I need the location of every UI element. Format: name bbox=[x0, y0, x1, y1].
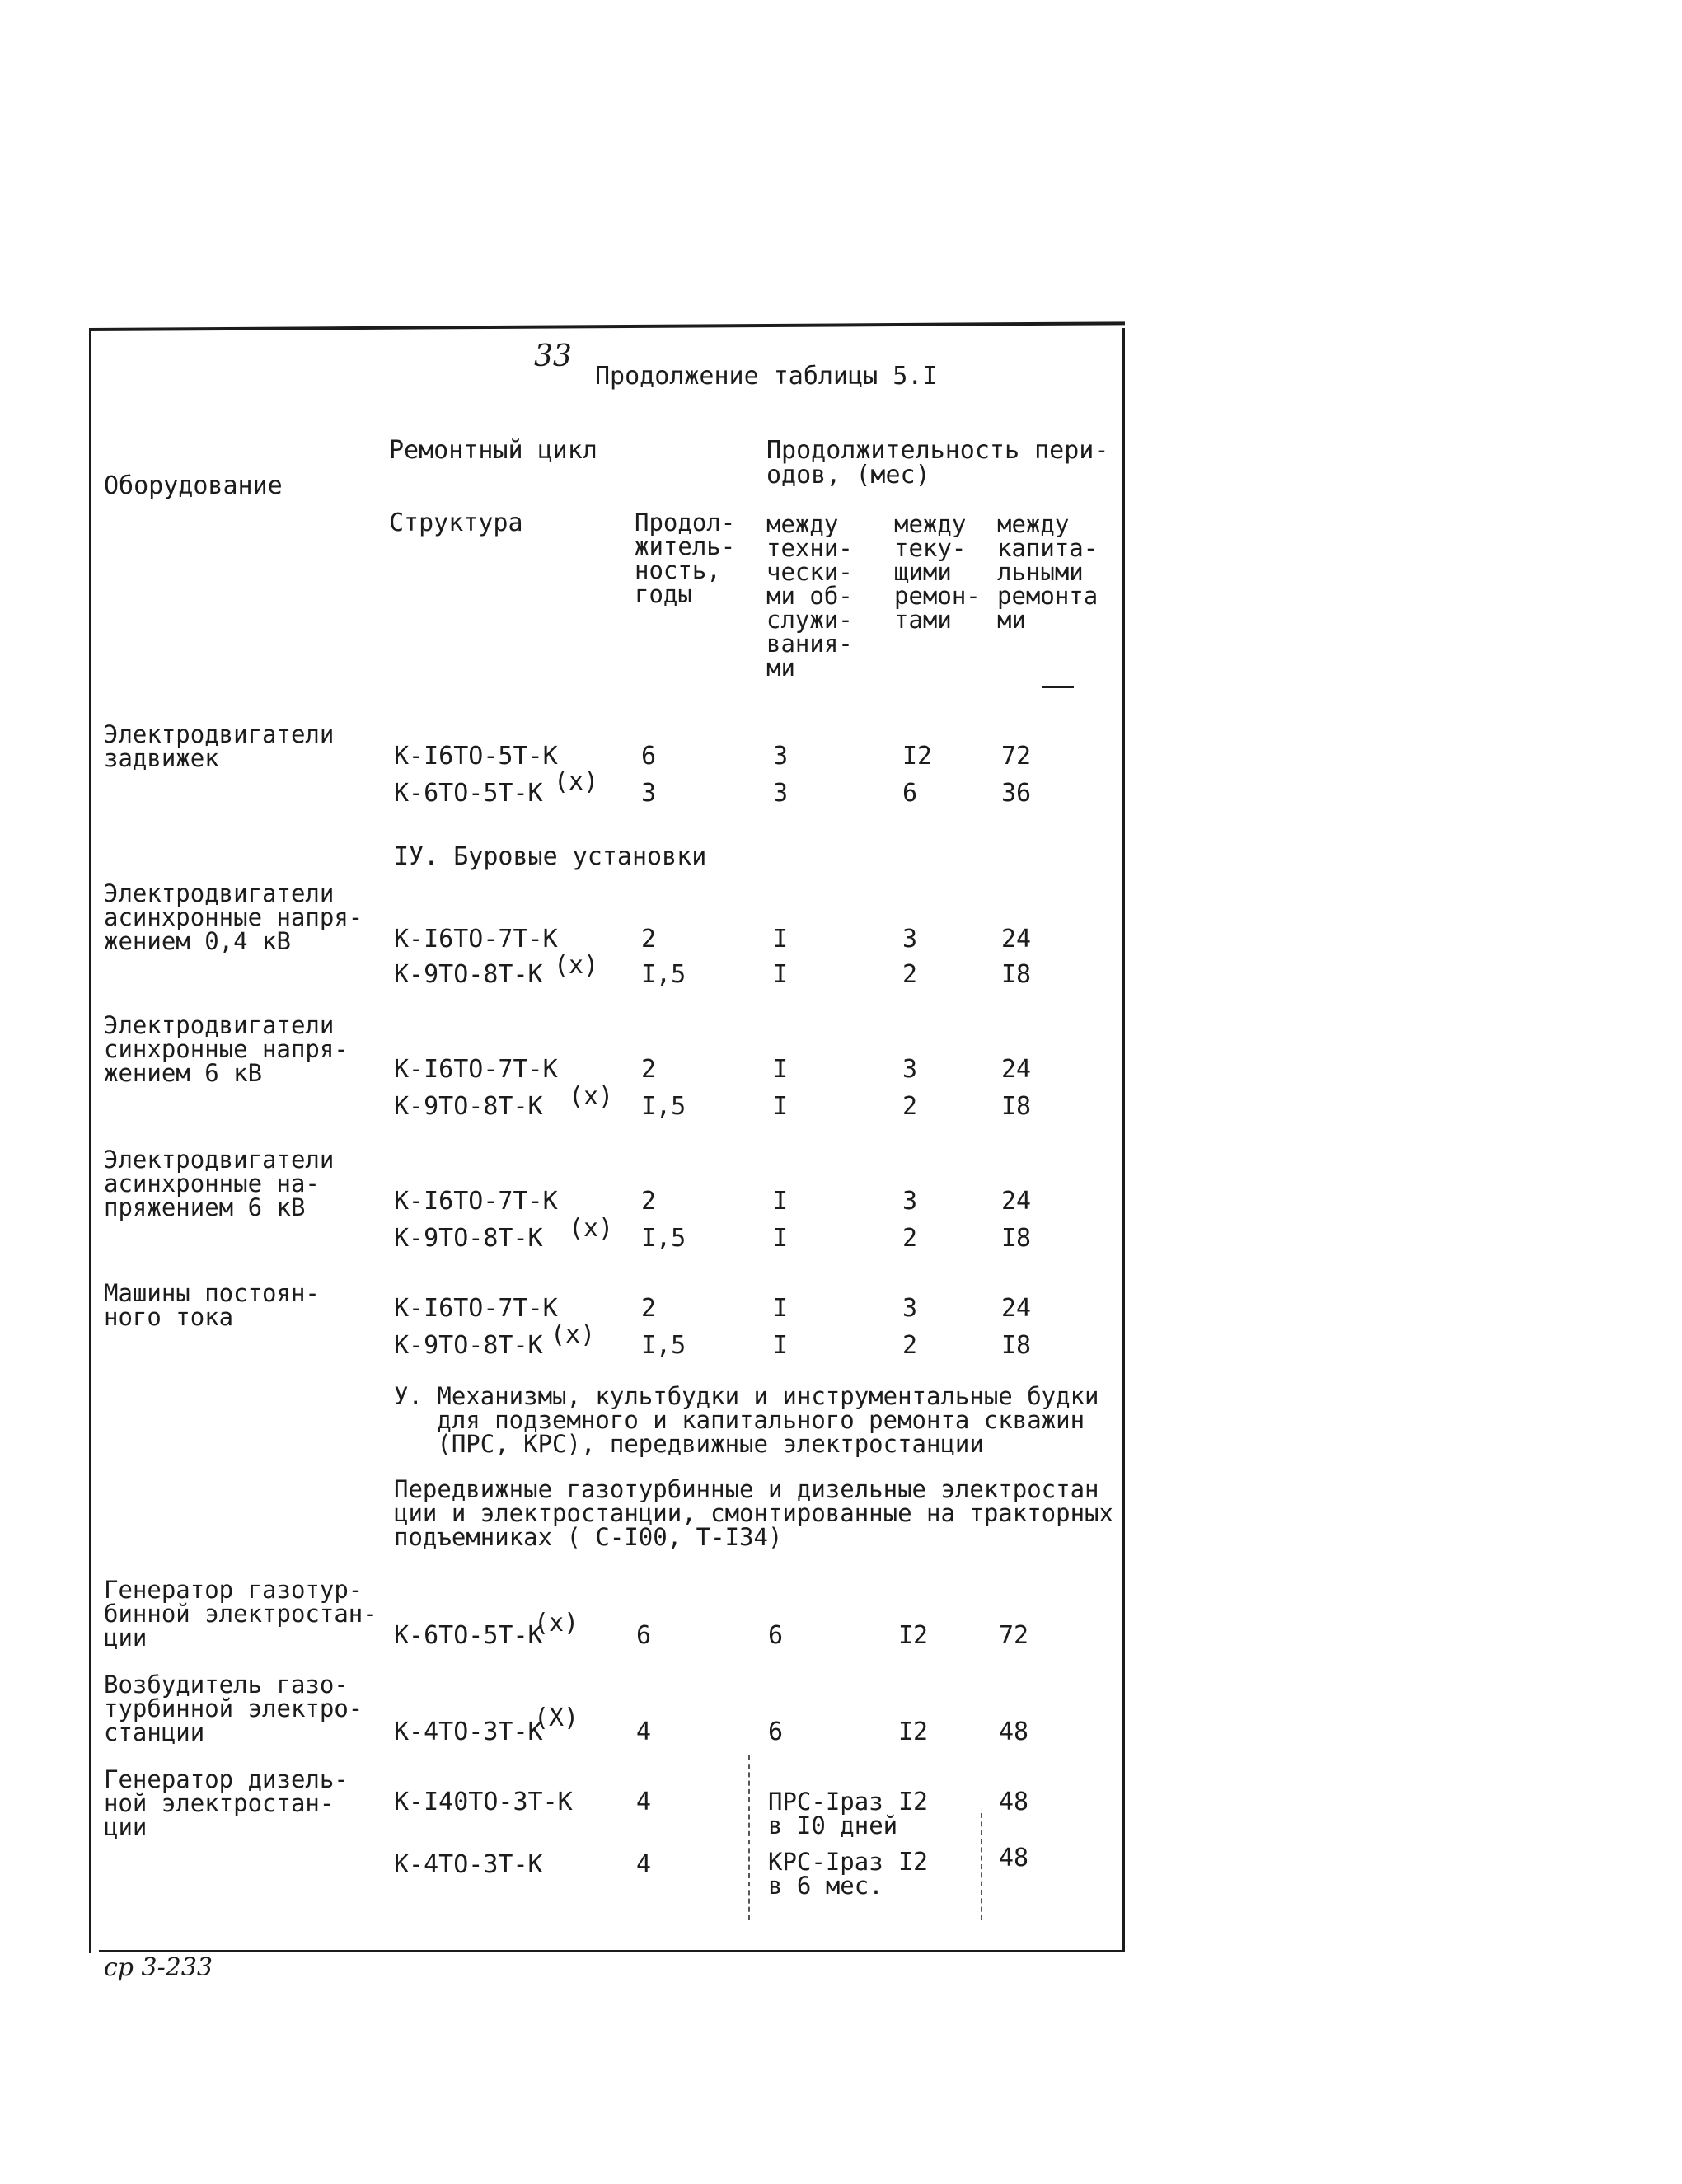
capital-cell: 24 bbox=[1001, 1187, 1032, 1216]
structure-cell: К-I6ТО-7Т-К bbox=[394, 1187, 558, 1216]
to-cell: 3 bbox=[773, 742, 789, 771]
capital-cell: 48 bbox=[999, 1718, 1029, 1746]
years-cell: 4 bbox=[636, 1788, 652, 1816]
current-cell: I2 bbox=[898, 1718, 929, 1746]
footnote-mark: (x) bbox=[569, 1214, 614, 1243]
structure-cell: К-9ТО-8Т-К bbox=[394, 960, 543, 989]
to-cell: I bbox=[773, 1224, 789, 1253]
years-cell: 6 bbox=[641, 742, 657, 771]
years-cell: 3 bbox=[641, 779, 657, 808]
footnote-mark: (x) bbox=[554, 767, 599, 796]
capital-cell: 24 bbox=[1001, 1055, 1032, 1084]
current-cell: 2 bbox=[902, 960, 918, 989]
equipment-name: Генератор дизель- ной электростан- ции bbox=[104, 1765, 349, 1841]
years-cell: 6 bbox=[636, 1621, 652, 1650]
table-frame-bottom bbox=[99, 1950, 1125, 1952]
years-cell: 2 bbox=[641, 925, 657, 954]
structure-cell: К-6ТО-5Т-К bbox=[394, 1621, 543, 1650]
header-equipment: Оборудование bbox=[104, 471, 283, 500]
capital-cell: I8 bbox=[1001, 1092, 1032, 1121]
header-duration: Продол- житель- ность, годы bbox=[635, 509, 736, 608]
footnote-mark: (x) bbox=[534, 1609, 579, 1638]
section-heading: IУ. Буровые установки bbox=[394, 842, 707, 871]
table-frame-top bbox=[89, 321, 1125, 331]
years-cell: I,5 bbox=[641, 1224, 686, 1253]
header-repair-cycle: Ремонтный цикл bbox=[389, 436, 597, 465]
to-cell: I bbox=[773, 925, 789, 954]
structure-cell: К-I6ТО-7Т-К bbox=[394, 925, 558, 954]
structure-cell: К-I6ТО-5Т-К bbox=[394, 742, 558, 771]
capital-cell: 48 bbox=[999, 1788, 1029, 1816]
structure-cell: К-6ТО-5Т-К bbox=[394, 779, 543, 808]
current-cell: 3 bbox=[902, 1055, 918, 1084]
capital-cell: 36 bbox=[1001, 779, 1032, 808]
footnote-mark: (x) bbox=[551, 1320, 596, 1349]
capital-cell: 48 bbox=[999, 1844, 1029, 1872]
current-cell: I2 bbox=[898, 1621, 929, 1650]
divider-mark bbox=[1042, 686, 1074, 688]
header-periods: Продолжительность пери- одов, (мес) bbox=[766, 436, 1109, 490]
current-cell: 6 bbox=[902, 779, 918, 808]
capital-cell: I8 bbox=[1001, 1224, 1032, 1253]
structure-cell: К-I6ТО-7Т-К bbox=[394, 1055, 558, 1084]
years-cell: 2 bbox=[641, 1294, 657, 1323]
years-cell: 4 bbox=[636, 1850, 652, 1879]
footer-stamp: ср 3-233 bbox=[104, 1953, 213, 1982]
equipment-name: Генератор газотур- бинной электростан- ции bbox=[104, 1576, 377, 1652]
structure-cell: К-I6ТО-7Т-К bbox=[394, 1294, 558, 1323]
equipment-name: Электродвигатели задвижек bbox=[104, 720, 335, 772]
years-cell: I,5 bbox=[641, 1331, 686, 1360]
header-between-capital: между капита- льными ремонта ми bbox=[997, 510, 1099, 634]
structure-cell: К-4ТО-3Т-К bbox=[394, 1718, 543, 1746]
years-cell: 2 bbox=[641, 1187, 657, 1216]
to-cell: 6 bbox=[768, 1718, 784, 1746]
section-subheading: Передвижные газотурбинные и дизельные электростан ции и электростанции, смонтированные на тракторных подъемниках ( С-I00, Т-I34) bbox=[394, 1475, 1113, 1551]
to-cell: ПРС-Iраз в I0 дней bbox=[768, 1788, 898, 1840]
current-cell: 3 bbox=[902, 1294, 918, 1323]
years-cell: I,5 bbox=[641, 1092, 686, 1121]
current-cell: 2 bbox=[902, 1331, 918, 1360]
column-divider bbox=[748, 1755, 750, 1920]
capital-cell: I8 bbox=[1001, 960, 1032, 989]
capital-cell: 24 bbox=[1001, 925, 1032, 954]
structure-cell: К-9ТО-8Т-К bbox=[394, 1224, 543, 1253]
capital-cell: 24 bbox=[1001, 1294, 1032, 1323]
current-cell: 2 bbox=[902, 1092, 918, 1121]
to-cell: I bbox=[773, 1187, 789, 1216]
current-cell: I2 bbox=[898, 1848, 929, 1877]
structure-cell: К-I40ТО-3Т-К bbox=[394, 1788, 573, 1816]
to-cell: I bbox=[773, 1294, 789, 1323]
table-frame-left bbox=[89, 328, 91, 1953]
capital-cell: 72 bbox=[999, 1621, 1029, 1650]
page-number: 33 bbox=[534, 340, 572, 373]
footnote-mark: (x) bbox=[569, 1082, 614, 1111]
equipment-name: Возбудитель газо- турбинной электро- станции bbox=[104, 1671, 363, 1746]
years-cell: 4 bbox=[636, 1718, 652, 1746]
section-heading: У. Механизмы, культбудки и инструментальные будки для подземного и капитального ремонта скважин (ПРС, КРС), передвижные электростанции bbox=[394, 1382, 1099, 1458]
table-title: Продолжение таблицы 5.I bbox=[595, 362, 938, 391]
to-cell: I bbox=[773, 1331, 789, 1360]
table-frame-right bbox=[1122, 328, 1125, 1950]
to-cell: 6 bbox=[768, 1621, 784, 1650]
header-between-current: между теку- щими ремон- тами bbox=[894, 510, 981, 634]
column-divider bbox=[981, 1813, 982, 1920]
structure-cell: К-4ТО-3Т-К bbox=[394, 1850, 543, 1879]
structure-cell: К-9ТО-8Т-К bbox=[394, 1331, 543, 1360]
to-cell: I bbox=[773, 1055, 789, 1084]
to-cell: I bbox=[773, 1092, 789, 1121]
capital-cell: I8 bbox=[1001, 1331, 1032, 1360]
header-between-maintenance: между техни- чески- ми об- служи- вания- ми bbox=[766, 510, 853, 682]
current-cell: I2 bbox=[898, 1788, 929, 1816]
current-cell: I2 bbox=[902, 742, 933, 771]
footnote-mark: (X) bbox=[534, 1704, 579, 1732]
equipment-name: Электродвигатели синхронные напря- жением 6 кВ bbox=[104, 1011, 349, 1087]
years-cell: I,5 bbox=[641, 960, 686, 989]
to-cell: I bbox=[773, 960, 789, 989]
current-cell: 2 bbox=[902, 1224, 918, 1253]
equipment-name: Машины постоян- ного тока bbox=[104, 1279, 320, 1331]
equipment-name: Электродвигатели асинхронные напря- жением 0,4 кВ bbox=[104, 879, 363, 955]
structure-cell: К-9ТО-8Т-К bbox=[394, 1092, 543, 1121]
capital-cell: 72 bbox=[1001, 742, 1032, 771]
current-cell: 3 bbox=[902, 925, 918, 954]
equipment-name: Электродвигатели асинхронные на- пряжением 6 кВ bbox=[104, 1146, 335, 1221]
to-cell: КРС-Iраз в 6 мес. bbox=[768, 1848, 883, 1900]
to-cell: 3 bbox=[773, 779, 789, 808]
years-cell: 2 bbox=[641, 1055, 657, 1084]
footnote-mark: (x) bbox=[554, 951, 599, 980]
current-cell: 3 bbox=[902, 1187, 918, 1216]
header-structure: Структура bbox=[389, 509, 523, 537]
